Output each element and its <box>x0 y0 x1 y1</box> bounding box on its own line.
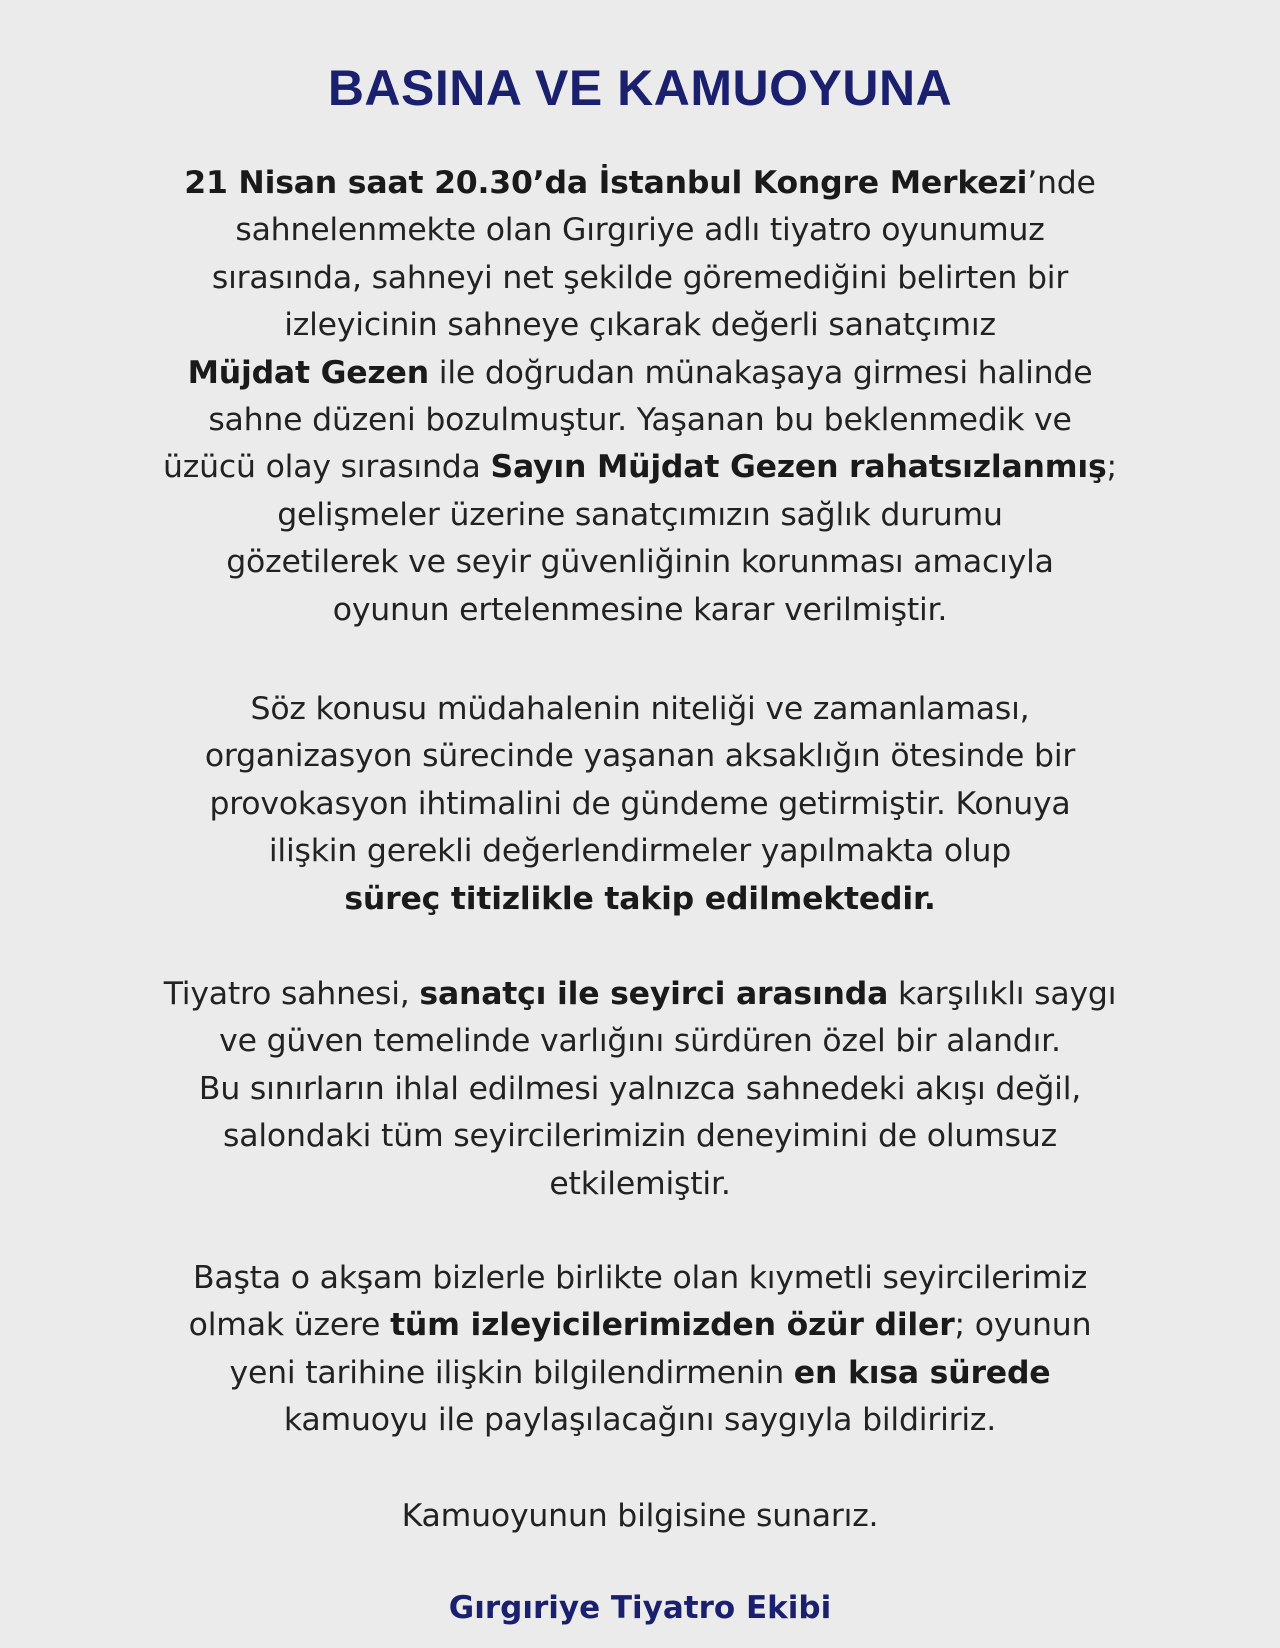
text-line <box>40 1302 1240 1349</box>
text-run: sahnelenmekte olan Gırgıriye adlı tiyatro oyunumuz <box>235 212 1045 249</box>
text-line <box>40 1018 1240 1065</box>
text-line <box>40 876 1240 923</box>
text-run: kamuoyu ile paylaşılacağını saygıyla bildiririz. <box>283 1402 997 1439</box>
paragraph-provocation <box>40 686 1240 923</box>
text-line <box>40 160 1240 207</box>
bold-text-run: 21 Nisan saat 20.30’da İstanbul Kongre Merkezi <box>184 165 1028 201</box>
text-run: karşılıklı saygı <box>888 976 1117 1012</box>
text-line <box>40 686 1240 733</box>
bold-text-run: Müjdat Gezen <box>187 354 429 391</box>
bold-text-run: en kısa sürede <box>793 1354 1051 1391</box>
text-run: salondaki tüm seyircilerimizin deneyimini de olumsuz <box>223 1118 1057 1155</box>
text-run: Bu sınırların ihlal edilmesi yalnızca sahnedeki akışı değil, <box>198 1070 1082 1107</box>
text-line <box>40 587 1240 634</box>
text-run: ve güven temelinde varlığını sürdüren özel bir alandır. <box>219 1023 1061 1060</box>
text-line <box>40 1255 1240 1302</box>
bold-text-run: süreç titizlikle takip edilmektedir. <box>344 880 936 917</box>
text-line <box>40 1113 1240 1160</box>
bold-text-run: sanatçı ile seyirci arasında <box>419 976 889 1012</box>
paragraph-incident <box>40 160 1240 634</box>
text-run: sırasında, sahneyi net şekilde göremediğini belirten bir <box>211 259 1069 296</box>
paragraph-apology <box>40 1255 1240 1445</box>
paragraph-closing <box>40 1493 1240 1540</box>
signature: Gırgıriye Tiyatro Ekibi <box>448 1590 832 1626</box>
text-run: ’nde <box>1027 165 1096 201</box>
text-line <box>40 1350 1240 1397</box>
text-run: izleyicinin sahneye çıkarak değerli sanatçımız <box>284 307 996 344</box>
text-run: Tiyatro sahnesi, <box>163 976 420 1012</box>
text-line <box>40 1397 1240 1444</box>
text-run: Kamuoyunun bilgisine sunarız. <box>401 1498 879 1534</box>
text-run: üzücü olay sırasında <box>163 449 491 486</box>
text-line <box>40 492 1240 539</box>
document-title: BASINA VE KAMUOYUNA <box>327 60 953 116</box>
text-run: Söz konusu müdahalenin niteliği ve zamanlaması, <box>250 691 1030 727</box>
text-run: organizasyon sürecinde yaşanan aksaklığın ötesinde bir <box>204 738 1076 775</box>
text-line <box>40 207 1240 254</box>
text-run: ilişkin gerekli değerlendirmeler yapılmakta olup <box>268 833 1012 870</box>
text-run: ; oyunun <box>954 1307 1092 1344</box>
text-line <box>40 1493 1240 1540</box>
text-line <box>40 302 1240 349</box>
text-run: gözetilerek ve seyir güvenliğinin korunması amacıyla <box>226 544 1054 581</box>
text-line <box>40 781 1240 828</box>
paragraph-theatre-stage <box>40 971 1240 1208</box>
text-line <box>40 444 1240 491</box>
text-run: gelişmeler üzerine sanatçımızın sağlık durumu <box>277 496 1003 533</box>
bold-text-run: Sayın Müjdat Gezen rahatsızlanmış <box>490 449 1107 486</box>
text-run: ile doğrudan münakaşaya girmesi halinde <box>428 354 1093 391</box>
text-run: ; <box>1106 449 1117 486</box>
text-line <box>40 1161 1240 1208</box>
text-run: oyunun ertelenmesine karar verilmiştir. <box>332 591 948 628</box>
text-line <box>40 255 1240 302</box>
text-run: sahne düzeni bozulmuştur. Yaşanan bu beklenmedik ve <box>208 402 1072 439</box>
text-line <box>40 397 1240 444</box>
text-run: Başta o akşam bizlerle birlikte olan kıymetli seyircilerimiz <box>192 1260 1088 1296</box>
text-run: etkilemiştir. <box>549 1165 731 1202</box>
text-run: provokasyon ihtimalini de gündeme getirmiştir. Konuya <box>209 785 1071 822</box>
text-line <box>40 828 1240 875</box>
text-run: yeni tarihine ilişkin bilgilendirmenin <box>229 1354 794 1391</box>
text-line <box>40 350 1240 397</box>
text-line <box>40 539 1240 586</box>
text-line <box>40 733 1240 780</box>
text-line <box>40 1066 1240 1113</box>
text-run: olmak üzere <box>188 1307 391 1344</box>
text-line <box>40 971 1240 1018</box>
bold-text-run: tüm izleyicilerimizden özür diler <box>390 1307 955 1344</box>
